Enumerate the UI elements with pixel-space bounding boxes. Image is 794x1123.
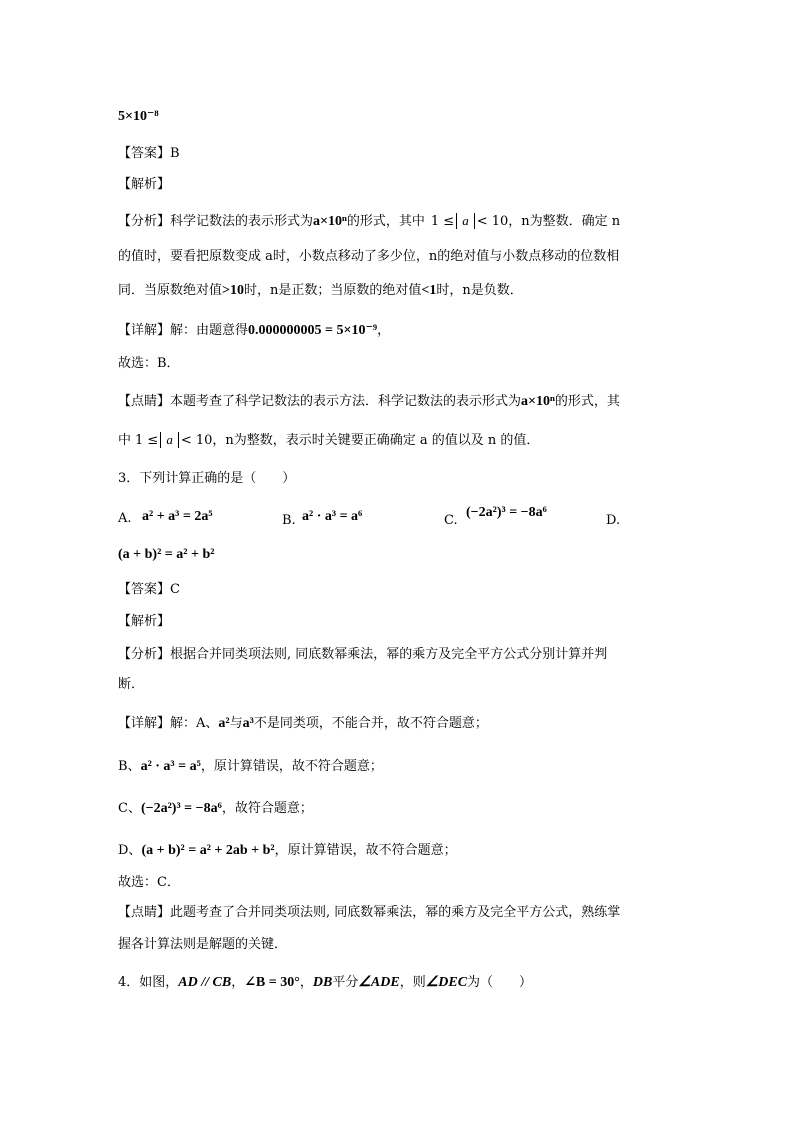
detail-expr: a³ — [242, 716, 254, 731]
q3-fenxi-line1: 【分析】根据合并同类项法则, 同底数幂乘法，幂的乘方及完全平方公式分别计算并判 — [118, 647, 608, 662]
detail-text: ，故符合题意； — [221, 801, 313, 816]
abs-value: a — [456, 213, 475, 229]
q2-analysis-label: 【解析】 — [118, 177, 171, 192]
gt-ten: >10 — [222, 283, 244, 298]
q3-detail-d — [118, 842, 457, 860]
fenxi-text: 时，n是正数；当原数的绝对值 — [244, 283, 422, 298]
detail-expr: (a + b)² = a² + 2ab + b² — [141, 843, 275, 858]
q3-detail-a — [118, 715, 488, 733]
abs-value: a — [160, 432, 179, 448]
q2-detail — [118, 322, 390, 340]
q3-option-c-label: C. — [444, 513, 458, 528]
q2-fenxi-line2: 的值时，要看把原数变成 a时，小数点移动了多少位，n的绝对值与小数点移动的位数相 — [118, 249, 620, 264]
dianjing-text: ，n为整数，表示时关键要正确确定 a 的值以及 n 的值． — [212, 433, 540, 448]
detail-expr: a² — [218, 716, 230, 731]
q3-fenxi-line2: 断． — [118, 677, 145, 692]
range-right: < 10 — [476, 214, 509, 229]
detail-text: 与 — [229, 716, 243, 731]
fenxi-text: 时，n是负数． — [436, 283, 523, 298]
dianjing-text: 中 — [118, 433, 132, 448]
q3-detail-b — [118, 758, 383, 776]
q3-option-d-expr: (a + b)² = a² + b² — [118, 547, 215, 562]
q4-expr: AD // CB — [178, 975, 232, 990]
q4-expr: DB — [312, 975, 333, 990]
dianjing-text: 【点睛】本题考查了科学记数法的表示方法．科学记数法的表示形式为 — [118, 394, 522, 409]
fenxi-text: ，n为整数．确定 n — [508, 214, 621, 229]
q2-dianjing-line1 — [118, 393, 620, 411]
fenxi-text: 同．当原数绝对值 — [118, 283, 223, 298]
q2-dianjing-line2 — [118, 432, 539, 450]
dianjing-text: 的形式，其 — [554, 394, 620, 409]
detail-text: B、 — [118, 759, 141, 774]
range-left: 1 ≤ — [430, 214, 455, 229]
detail-text: 不是同类项，不能合并，故不符合题意； — [253, 716, 488, 731]
range-left: 1 ≤ — [135, 433, 159, 448]
q2-fenxi-line1 — [118, 213, 620, 231]
fenxi-text: 【分析】科学记数法的表示形式为 — [118, 214, 314, 229]
q2-fenxi-line3 — [118, 282, 523, 300]
q3-option-b-label: B. — [282, 513, 296, 528]
detail-expr: (−2a²)³ = −8a⁶ — [140, 801, 222, 816]
detail-text: ，原计算错误，故不符合题意； — [200, 759, 383, 774]
q4-stem — [118, 974, 532, 992]
q3-choose: 故选：C． — [118, 875, 180, 890]
q3-stem: 3．下列计算正确的是（ ） — [118, 471, 296, 486]
q4-text: ，则 — [399, 975, 426, 990]
q3-detail-c — [118, 800, 313, 818]
dianjing-expr: a×10ⁿ — [521, 394, 555, 409]
detail-text: D、 — [118, 843, 142, 858]
q4-text: 4．如图， — [118, 975, 179, 990]
q4-text: 平分 — [332, 975, 359, 990]
range-right: < 10 — [180, 433, 213, 448]
fenxi-text: 的形式，其中 — [346, 214, 425, 229]
q3-option-b-expr: a² · a³ = a⁶ — [302, 509, 363, 524]
q2-choose: 故选：B． — [118, 356, 180, 371]
q3-option-c-expr: (−2a²)³ = −8a⁶ — [466, 505, 547, 520]
q4-expr: ∠DEC — [425, 975, 468, 990]
q3-dianjing-line1: 【点睛】此题考查了合并同类项法则, 同底数幂乘法，幂的乘方及完全平方公式，熟练掌 — [118, 905, 621, 920]
q4-text: ， — [299, 975, 313, 990]
detail-expr: a² · a³ = a⁵ — [140, 759, 201, 774]
detail-text: ，原计算错误，故不符合题意； — [274, 843, 457, 858]
lt-one: <1 — [421, 283, 437, 298]
q3-option-a-expr: a² + a³ = 2a⁵ — [142, 509, 213, 524]
q4-text: ， — [231, 975, 245, 990]
q3-option-d-label: D. — [606, 513, 621, 528]
q4-expr: ∠ADE — [358, 975, 400, 990]
q3-dianjing-line2: 握各计算法则是解题的关键． — [118, 937, 288, 952]
detail-expr: 0.000000005 = 5×10⁻⁹ — [248, 323, 378, 338]
q3-option-a-label: A. — [118, 511, 132, 526]
q2-answer: 【答案】B — [118, 146, 180, 161]
fenxi-expr: a×10ⁿ — [313, 214, 347, 229]
detail-text: 【详解】解：由题意得 — [118, 323, 249, 338]
detail-text: C、 — [118, 801, 141, 816]
detail-text: 【详解】解：A、 — [118, 716, 219, 731]
detail-text: ， — [377, 323, 391, 338]
q4-expr: ∠B = 30° — [244, 975, 300, 990]
option-d-tail: 5×10⁻⁸ — [118, 109, 159, 124]
q3-analysis-label: 【解析】 — [118, 614, 171, 629]
q3-answer: 【答案】C — [118, 582, 180, 597]
q4-text: 为（ ） — [467, 975, 533, 990]
